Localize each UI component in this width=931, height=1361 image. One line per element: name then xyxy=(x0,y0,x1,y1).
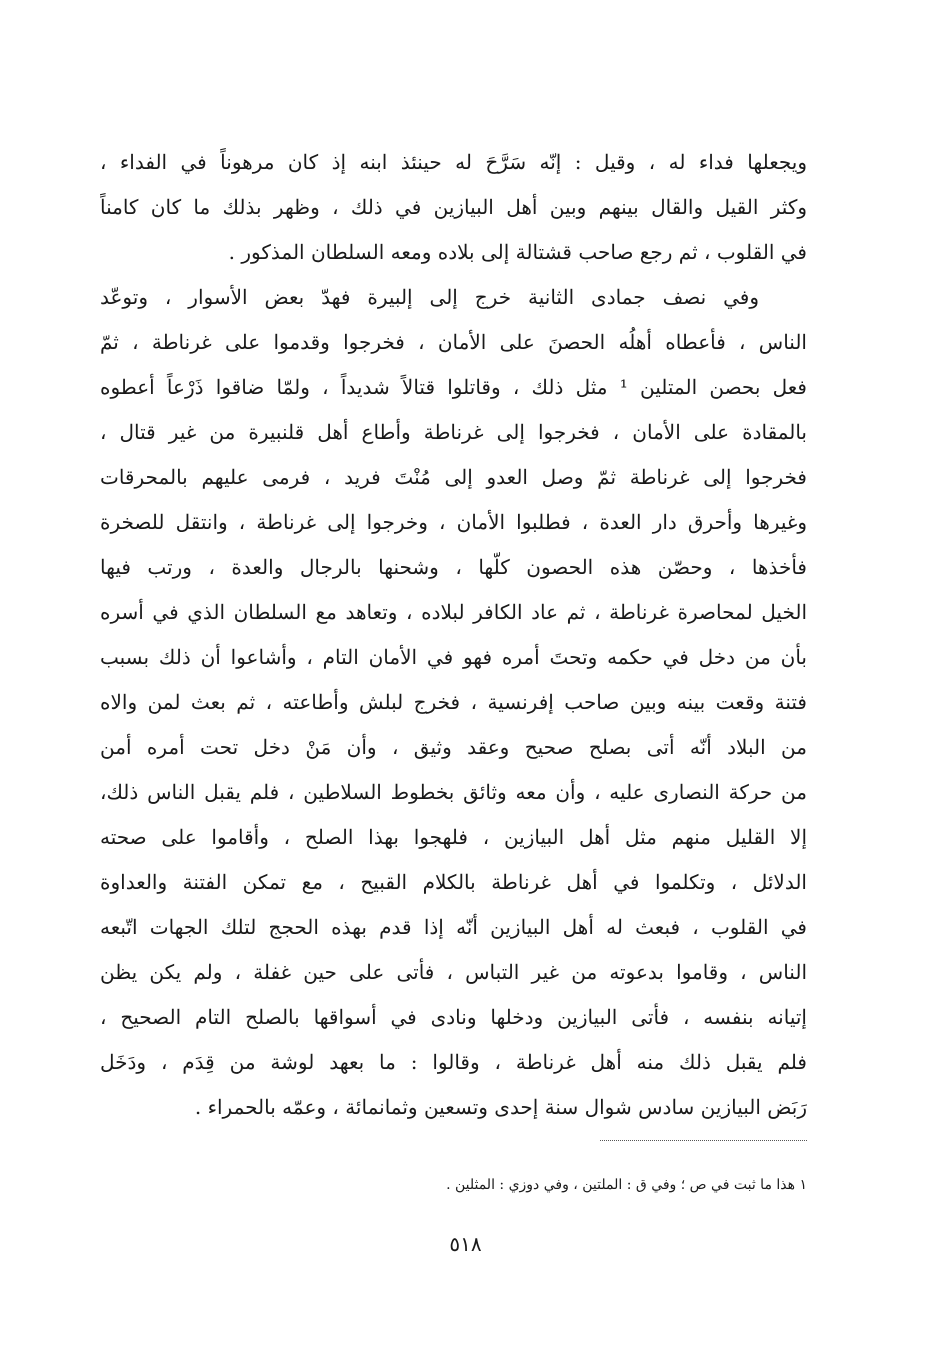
text-line: الخيل لمحاصرة غرناطة ، ثم عاد الكافر لبلاده ، وتعاهد مع السلطان الذي في أسره xyxy=(100,600,807,624)
text-line: وغيرها وأحرق دار العدة ، فطلبوا الأمان ، وخرجوا إلى غرناطة ، وانتقل للصخرة xyxy=(100,510,807,534)
text-line: وفي نصف جمادى الثانية خرج إلى إلبيرة فهدّ بعض الأسوار ، وتوعّد xyxy=(100,285,759,309)
text-line: إلا القليل منهم مثل أهل البيازين ، فلهجوا بهذا الصلح ، وأقاموا على صحته xyxy=(100,825,807,849)
text-line: في القلوب ، فبعث له أهل البيازين أنّه إذا قدم بهذه الحجج لتلك الجهات اتّبعه xyxy=(100,915,807,939)
text-line: فعل بحصن المتلين ¹ مثل ذلك ، وقاتلوا قتالاً شديداً ، ولمّا ضاقوا ذَرْعاً أعطوه xyxy=(100,375,807,399)
text-line: الناس ، فأعطاه أهلُه الحصنَ على الأمان ، فخرجوا وقدموا على غرناطة ، ثمّ xyxy=(100,330,807,354)
text-line: الدلائل ، وتكلموا في أهل غرناطة بالكلام القبيح ، مع تمكن الفتنة والعداوة xyxy=(100,870,807,894)
text-line: من حركة النصارى عليه ، وأن معه وثائق بخطوط السلاطين ، فلم يقبل الناس ذلك، xyxy=(100,780,807,804)
text-line: بالمقادة على الأمان ، فخرجوا إلى غرناطة وأطاع أهل قلنبيرة من غير قتال ، xyxy=(100,420,807,444)
text-line: فأخذها ، وحصّن هذه الحصون كلّها ، وشحنها بالرجال والعدة ، ورتب فيها xyxy=(100,555,807,579)
text-line: ويجعلها فداء له ، وقيل : إنّه سَرَّحَ له حينئذ ابنه إذ كان مرهوناً في الفداء ، xyxy=(100,150,807,174)
text-line: فتنة وقعت بينه وبين صاحب إفرنسية ، فخرج لبلش وأطاعته ، ثم بعث لمن والاه xyxy=(100,690,807,714)
text-line: الناس ، وقاموا بدعوته من غير التباس ، فأتى على حين غفلة ، ولم يكن يظن xyxy=(100,960,807,984)
footnote: ١ هذا ما ثبت في ص ؛ وفي ق : الملتين ، وفي دوزي : المثلين . xyxy=(446,1177,807,1193)
text-line: إتيانه بنفسه ، فأتى البيازين ودخلها ونادى في أسواقها بالصلح التام الصحيح ، xyxy=(100,1005,807,1029)
text-line: في القلوب ، ثم رجع صاحب قشتالة إلى بلاده ومعه السلطان المذكور . xyxy=(228,240,807,264)
text-line: فلم يقبل ذلك منه أهل غرناطة ، وقالوا : ما بعهد لوشة من قِدَم ، ودَخَل xyxy=(100,1050,807,1074)
page-number: ٥١٨ xyxy=(449,1232,482,1256)
text-line: رَبَض البيازين سادس شوال سنة إحدى وتسعين وثمانمائة ، وعمّه بالحمراء . xyxy=(194,1095,807,1119)
main-text xyxy=(100,140,807,1130)
text-line: وكثر القيل والقال بينهم وبين أهل البيازين في ذلك ، وظهر بذلك ما كان كامناً xyxy=(100,195,807,219)
footnote-divider xyxy=(600,1140,807,1141)
text-line: بأن من دخل في حكمه وتحتَ أمره فهو في الأمان التام ، وأشاعوا أن ذلك بسبب xyxy=(100,645,807,669)
text-line: من البلاد أنّه أتى بصلح صحيح وعقد وثيق ، وأن مَنْ دخل تحت أمره أمن xyxy=(100,735,807,759)
text-line: فخرجوا إلى غرناطة ثمّ وصل العدو إلى مُنْتَ فريد ، فرمى عليهم بالمحرقات xyxy=(100,465,807,489)
